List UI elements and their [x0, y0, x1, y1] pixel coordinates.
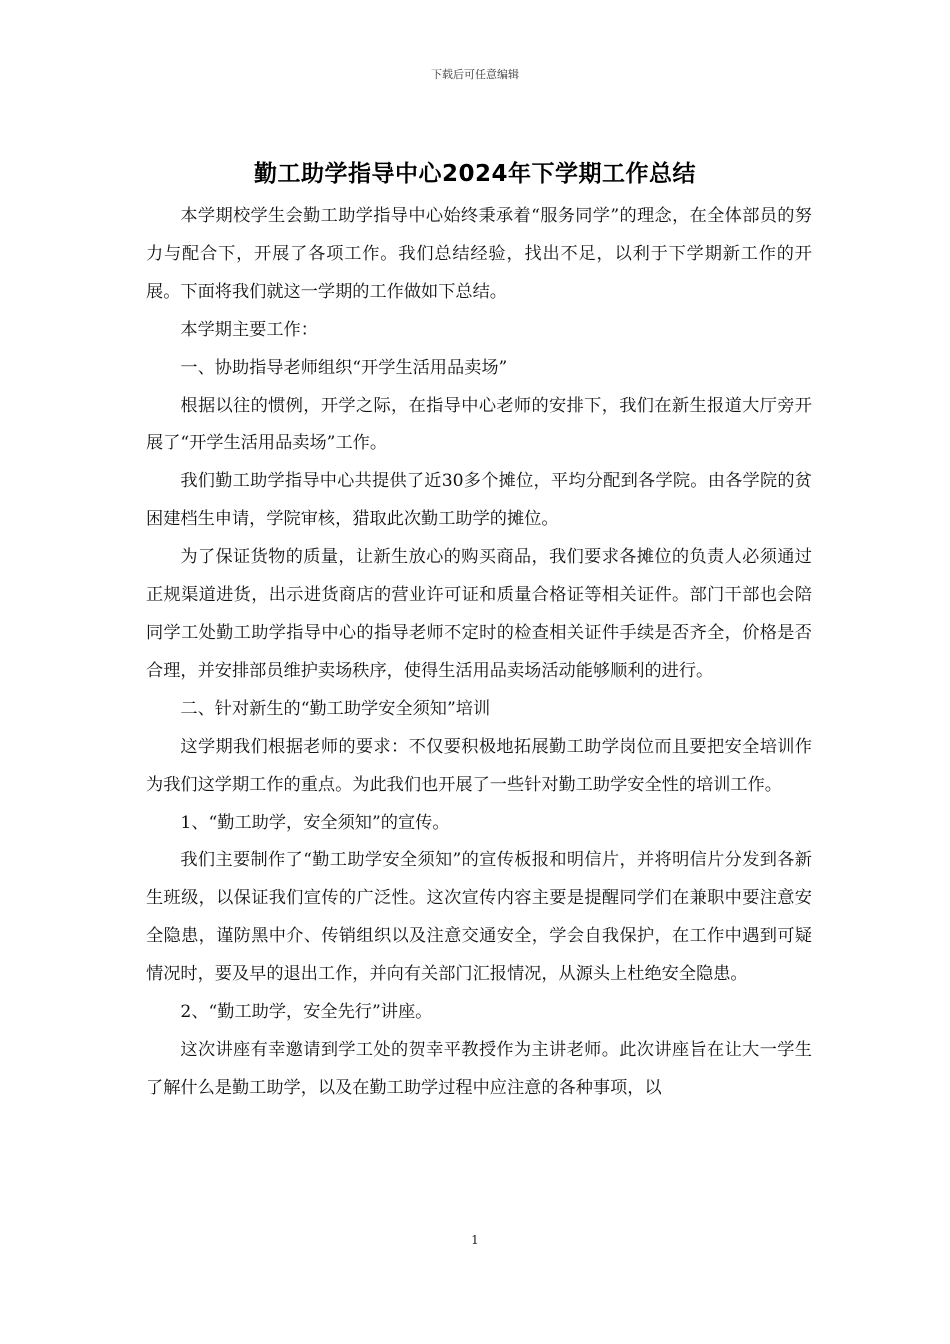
paragraph: 本学期校学生会勤工助学指导中心始终秉承着“服务同学”的理念，在全体部员的努力与配合下，开展了各项工作。我们总结经验，找出不足，以利于下学期新工作的开展。下面将我们就这一学期的工作做如下总结。 — [146, 206, 812, 302]
paragraph: 这学期我们根据老师的要求：不仅要积极地拓展勤工助学岗位而且要把安全培训作为我们这学期工作的重点。为此我们也开展了一些针对勤工助学安全性的培训工作。 — [146, 736, 812, 795]
page-number: 1 — [471, 1233, 479, 1247]
section-heading: 二、针对新生的“勤工助学安全须知”培训 — [180, 698, 491, 719]
paragraph: 本学期主要工作： — [180, 319, 318, 340]
section-heading: 一、协助指导老师组织“开学生活用品卖场” — [180, 357, 508, 378]
paragraph: 这次讲座有幸邀请到学工处的贺幸平教授作为主讲老师。此次讲座旨在让大一学生了解什么是勤工助学，以及在勤工助学过程中应注意的各种事项，以 — [146, 1039, 812, 1098]
header-note: 下载后可任意编辑 — [431, 68, 519, 81]
paragraph: 为了保证货物的质量，让新生放心的购买商品，我们要求各摊位的负责人必须通过正规渠道进货，出示进货商店的营业许可证和质量合格证等相关证件。部门干部也会陪同学工处勤工助学指导中心的指导老师不定时的检查相关证件手续是否齐全，价格是否合理，并安排部员维护卖场秩序，使得生活用品卖场活动能够顺利的进行。 — [146, 547, 812, 681]
paragraph: 我们主要制作了“勤工助学安全须知”的宣传板报和明信片，并将明信片分发到各新生班级，以保证我们宣传的广泛性。这次宣传内容主要是提醒同学们在兼职中要注意安全隐患，谨防黑中介、传销组织以及注意交通安全，学会自我保护，在工作中遇到可疑情况时，要及早的退出工作，并向有关部门汇报情况，从源头上杜绝安全隐患。 — [146, 850, 812, 985]
document-body — [146, 198, 812, 1108]
document-title: 勤工助学指导中心2024年下学期工作总结 — [253, 161, 696, 187]
paragraph: 根据以往的惯例，开学之际，在指导中心老师的安排下，我们在新生报道大厅旁开展了“开学生活用品卖场”工作。 — [146, 395, 812, 454]
paragraph: 我们勤工助学指导中心共提供了近30多个摊位，平均分配到各学院。由各学院的贫困建档生申请，学院审核，猎取此次勤工助学的摊位。 — [146, 471, 812, 530]
subsection-heading: 2、“勤工助学，安全先行”讲座。 — [180, 1002, 433, 1023]
subsection-heading: 1、“勤工助学，安全须知”的宣传。 — [180, 812, 450, 833]
